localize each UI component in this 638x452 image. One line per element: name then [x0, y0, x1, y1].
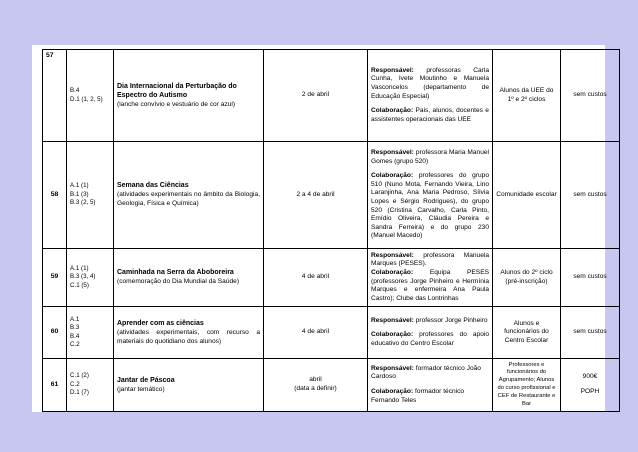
collaboration-label: Colaboração: [371, 172, 414, 180]
reference-item: A.1 (1) [70, 182, 89, 190]
date-note: (data a definir) [294, 385, 337, 392]
audience-cell: Alunos da UEE do 1º e 2º ciclos [493, 50, 561, 142]
responsible-cell [368, 142, 493, 249]
date-cell: 4 de abril [264, 249, 368, 307]
collaboration-text: professores do grupo 510 (Nuno Mota, Fernando Vieira, Lino Laranjinha, Ana Maria Pedroso, Sílvia Lopes e Sérgio Rodrigues), do grupo 520 (Cristina Carvalho, Carla Pinto, Emídio Oliveira, Cláudia Pereira e Sandra Ferreira) e do grupo 230 (Manuel Macedo) [371, 172, 489, 240]
table-row [43, 307, 620, 359]
activity-description: (jantar temático) [117, 385, 165, 393]
responsible-text: professor Jorge Pinheiro [415, 316, 488, 324]
activity-title: Dia Internacional da Perturbação do Espectro do Autismo [117, 82, 237, 99]
reference-item: B.1 (3) [70, 190, 89, 198]
collaboration-text: Pais, alunos, docentes e assistentes operacionais das UEE [371, 107, 489, 123]
responsible-label: Responsável: [371, 364, 414, 372]
row-number: 57 [43, 50, 67, 142]
activity-cell [114, 307, 264, 359]
cost-cell: sem custos [561, 142, 620, 249]
date-cell: 2 a 4 de abril [264, 142, 368, 249]
responsible-cell [368, 50, 493, 142]
table-row [43, 249, 620, 307]
collaboration-label: Colaboração: [371, 331, 414, 339]
responsible-cell [368, 359, 493, 412]
responsible-text: professoras Carla Cunha, Ivete Moutinho e Manuela Vasconcelos (departamento de Educação Especial) [371, 66, 489, 100]
date-cell: 2 de abril [264, 50, 368, 142]
reference-item: C.2 [70, 340, 80, 348]
reference-item: B.4 [70, 332, 80, 340]
date-cell: 4 de abril [264, 307, 368, 359]
activity-title: Aprender com as ciências [117, 319, 204, 327]
reference-cell [67, 249, 114, 307]
activity-description: (atividades experimentais, com recurso a materiais do quotidiano dos alunos) [117, 328, 260, 345]
audience-cell: Professores e funcionários do Agrupamento; Alunos do curso profissional e CEF de Restaurante e Bar [493, 359, 561, 412]
responsible-text: formador técnico João Cardoso [371, 364, 481, 381]
cost-funding: POPH [580, 388, 600, 395]
date-cell [264, 359, 368, 412]
reference-item: B.3 [70, 324, 80, 332]
document-page [32, 45, 605, 412]
activity-title: Caminhada na Serra da Aboboreira [117, 269, 234, 277]
reference-cell [67, 307, 114, 359]
reference-item: A.1 (1) [70, 264, 89, 272]
audience-cell: Comunidade escolar [493, 142, 561, 249]
cost-cell: sem custos [561, 249, 620, 307]
collaboration-text: formador técnico Fernando Teles [371, 388, 465, 404]
activity-title: Semana das Ciências [117, 182, 189, 190]
activity-cell [114, 359, 264, 412]
reference-item: D.1 (7) [70, 389, 89, 397]
reference-item: D.1 (1, 2, 5) [70, 95, 103, 103]
reference-item: C.1 (2) [70, 372, 89, 380]
activity-description: (comemoração do Dia Mundial da Saúde) [117, 278, 240, 286]
reference-item: B.4 [70, 87, 80, 95]
responsible-text: professora Maria Manuel Gomes (grupo 520) [371, 149, 489, 165]
reference-item: B.3 (2, 5) [70, 199, 96, 207]
responsible-label: Responsável: [371, 251, 414, 259]
activity-description: (lanche convívio e vestuário de cor azul) [117, 100, 236, 108]
activity-title: Jantar de Páscoa [117, 376, 175, 384]
collaboration-label: Colaboração: [371, 107, 414, 115]
reference-item: A.1 [70, 315, 80, 323]
cost-cell: sem custos [561, 307, 620, 359]
audience-cell: Alunos e funcionários do Centro Escolar [493, 307, 561, 359]
reference-cell [67, 50, 114, 142]
collaboration-label: Colaboração: [371, 388, 414, 395]
responsible-cell [368, 307, 493, 359]
table-row [43, 142, 620, 249]
reference-item: B.3 (3, 4) [70, 273, 96, 281]
reference-item: C.1 (5) [70, 281, 89, 289]
table-row [43, 359, 620, 412]
table-row [43, 50, 620, 142]
reference-cell [67, 142, 114, 249]
date-text: abril [309, 376, 322, 384]
collaboration-text: professores do apoio educativo do Centro Escolar [371, 331, 489, 347]
activity-description: (atividades experimentais no âmbito da Biologia, Geologia, Física e Química) [117, 191, 260, 208]
activity-cell [114, 142, 264, 249]
activity-cell [114, 50, 264, 142]
row-number: 60 [43, 307, 67, 359]
responsible-label: Responsável: [371, 149, 414, 157]
cost-cell [561, 359, 620, 412]
collaboration-label: Colaboração: [371, 268, 414, 276]
cost-value: 900€ [582, 373, 598, 381]
collaboration-text: Equipa PESES (professores Jorge Pinheiro e Hermínia Marques e enfermeira Ana Paula Castro); Clube das Lontrinhas [371, 268, 489, 302]
responsible-cell [368, 249, 493, 307]
reference-item: C.2 [70, 380, 80, 388]
row-number: 58 [43, 142, 67, 249]
cost-cell: sem custos [561, 50, 620, 142]
row-number: 61 [43, 359, 67, 412]
responsible-label: Responsável: [371, 66, 414, 74]
activity-cell [114, 249, 264, 307]
activities-table [42, 49, 620, 412]
reference-cell [67, 359, 114, 412]
audience-cell: Alunos do 2º ciclo (pré-inscrição) [493, 249, 561, 307]
row-number: 59 [43, 249, 67, 307]
responsible-label: Responsável: [371, 316, 414, 324]
responsible-text: professora Manuela Marques (PESES). [371, 251, 489, 268]
